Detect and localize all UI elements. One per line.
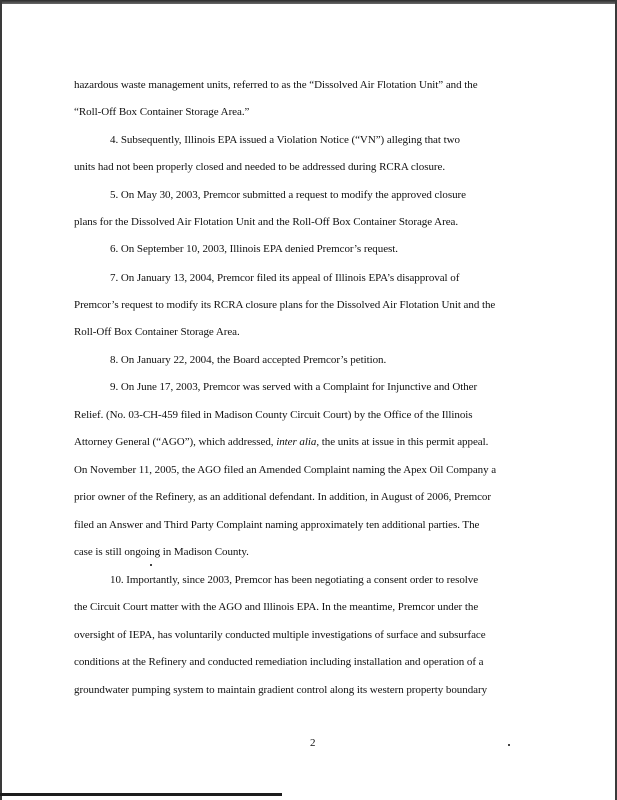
- scan-bottom-rule: [0, 793, 282, 796]
- paragraph-6-line: 6. On September 10, 2003, Illinois EPA denied Premcor’s request.: [110, 243, 398, 255]
- text-line: plans for the Dissolved Air Flotation Unit and the Roll-Off Box Container Storage Area.: [74, 216, 459, 228]
- text-line: Premcor’s request to modify its RCRA closure plans for the Dissolved Air Flotation Unit and the: [74, 299, 496, 311]
- italic-term: inter alia: [276, 436, 317, 448]
- paragraph-5-first-line: 5. On May 30, 2003, Premcor submitted a request to modify the approved closure: [110, 189, 466, 201]
- text-segment: , the units at issue in this permit appeal.: [316, 436, 489, 448]
- paragraph-4-first-line: 4. Subsequently, Illinois EPA issued a Violation Notice (“VN”) alleging that two: [110, 134, 460, 146]
- text-line: prior owner of the Refinery, as an additional defendant. In addition, in August of 2006, Premcor: [74, 491, 491, 503]
- scan-speck: [150, 564, 152, 566]
- scan-left-edge: [0, 0, 2, 800]
- page-number: 2: [310, 737, 316, 749]
- text-line: “Roll-Off Box Container Storage Area.”: [74, 106, 250, 118]
- text-segment: Attorney General (“AGO”), which addressed,: [74, 436, 274, 448]
- text-line: Roll-Off Box Container Storage Area.: [74, 326, 240, 338]
- text-line: groundwater pumping system to maintain gradient control along its western property boundary: [74, 684, 488, 696]
- text-line: case is still ongoing in Madison County.: [74, 546, 249, 558]
- text-line: Relief. (No. 03-CH-459 filed in Madison County Circuit Court) by the Office of the Illinois: [74, 409, 473, 421]
- text-line-with-italic: [74, 435, 488, 449]
- paragraph-8-line: 8. On January 22, 2004, the Board accepted Premcor’s petition.: [110, 354, 387, 366]
- paragraph-9-first-line: 9. On June 17, 2003, Premcor was served with a Complaint for Injunctive and Other: [110, 381, 478, 393]
- text-line: filed an Answer and Third Party Complaint naming approximately ten additional parties. The: [74, 519, 480, 531]
- scan-speck: [508, 744, 510, 746]
- text-line: the Circuit Court matter with the AGO and Illinois EPA. In the meantime, Premcor under the: [74, 601, 479, 613]
- text-line: On November 11, 2005, the AGO filed an Amended Complaint naming the Apex Oil Company a: [74, 464, 497, 476]
- text-line: conditions at the Refinery and conducted remediation including installation and operation of a: [74, 656, 484, 668]
- text-line: units had not been properly closed and needed to be addressed during RCRA closure.: [74, 161, 446, 173]
- text-line: oversight of IEPA, has voluntarily conducted multiple investigations of surface and subsurface: [74, 629, 486, 641]
- scan-top-edge: [0, 0, 617, 4]
- paragraph-7-first-line: 7. On January 13, 2004, Premcor filed its appeal of Illinois EPA’s disapproval of: [110, 272, 460, 284]
- paragraph-10-first-line: 10. Importantly, since 2003, Premcor has been negotiating a consent order to resolve: [110, 574, 479, 586]
- text-line: hazardous waste management units, referred to as the “Dissolved Air Flotation Unit” and the: [74, 79, 478, 91]
